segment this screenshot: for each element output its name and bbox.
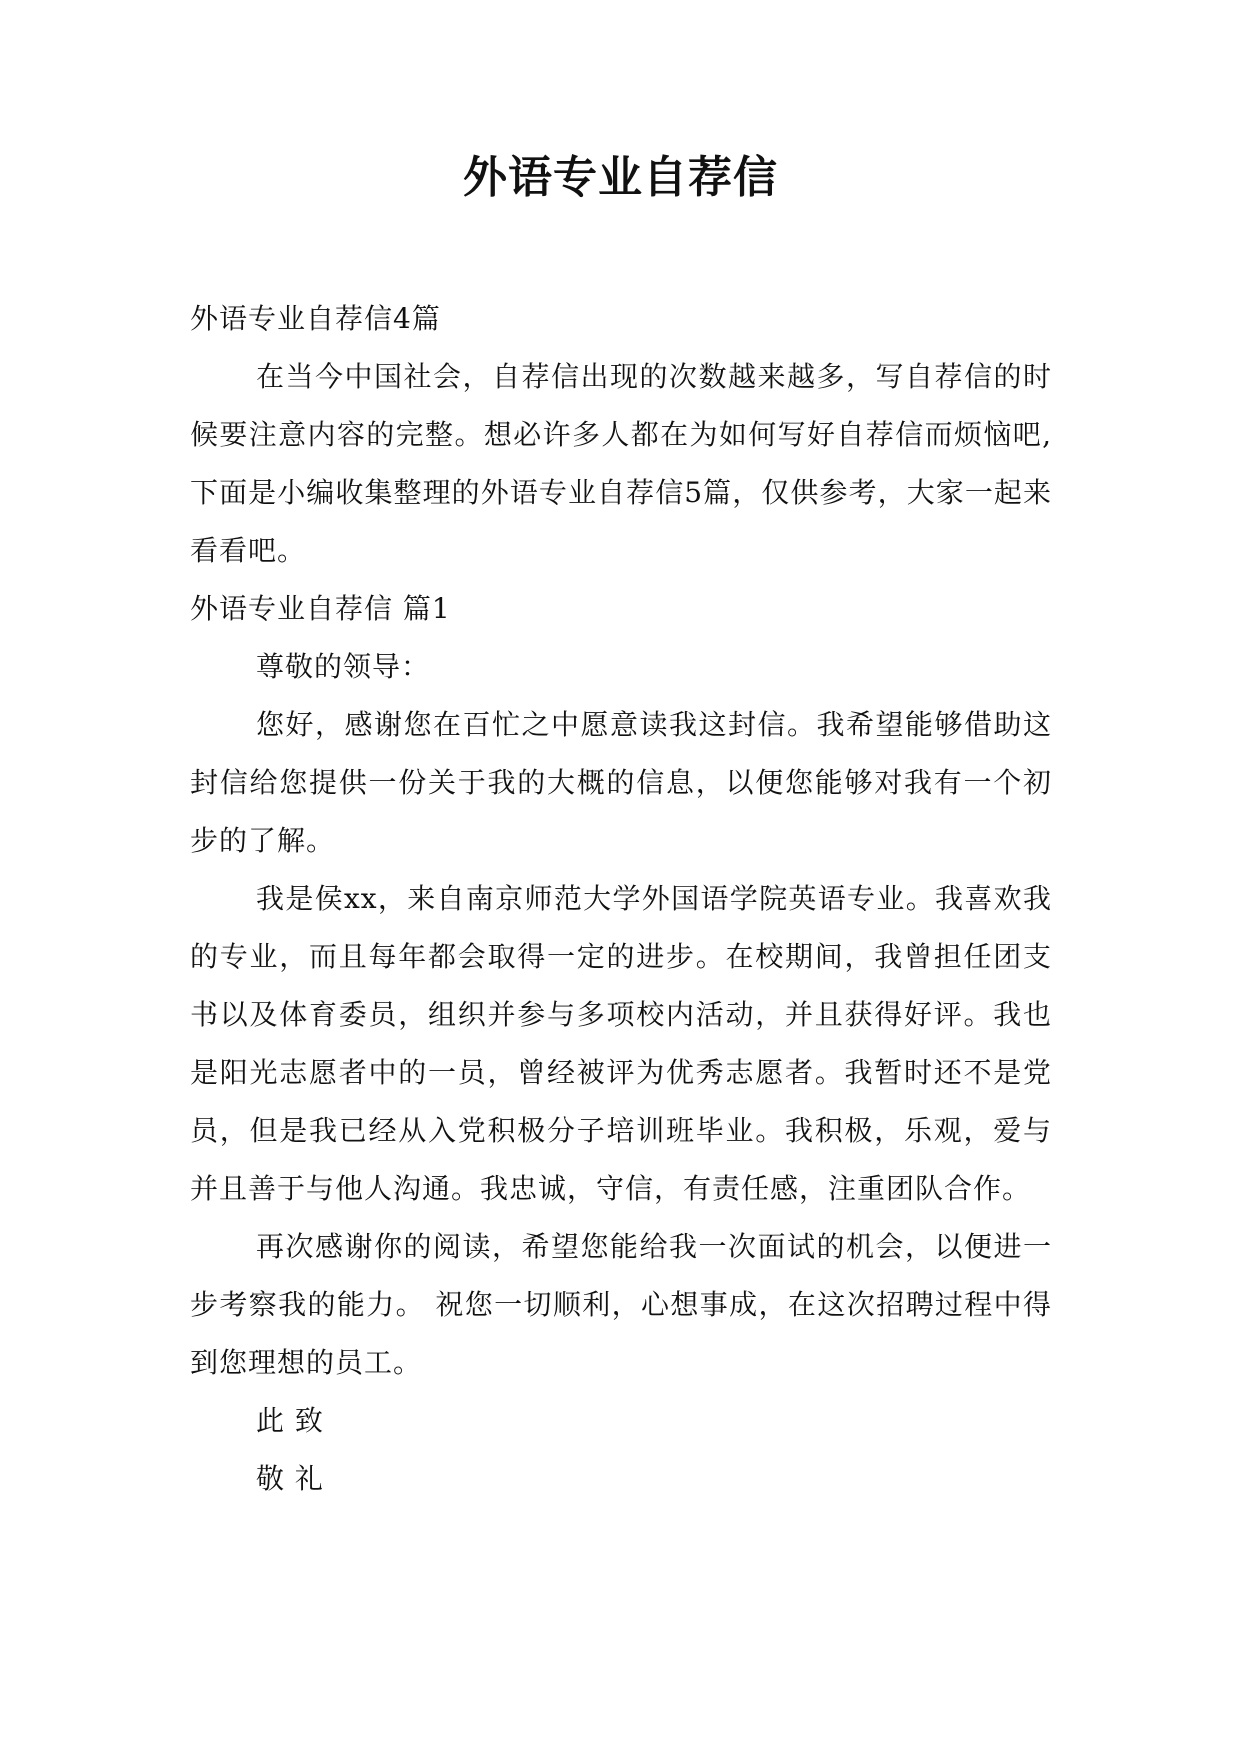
intro-paragraph: 在当今中国社会，自荐信出现的次数越来越多，写自荐信的时候要注意内容的完整。想必许多人都在为如何写好自荐信而烦恼吧,下面是小编收集整理的外语专业自荐信5篇，仅供参考，大家一起来看看吧。: [190, 360, 1052, 567]
body-paragraph: 我是侯xx，来自南京师范大学外国语学院英语专业。我喜欢我的专业，而且每年都会取得一定的进步。在校期间，我曾担任团支书以及体育委员，组织并参与多项校内活动，并且获得好评。我也是阳光志愿者中的一员，曾经被评为优秀志愿者。我暂时还不是党员，但是我已经从入党积极分子培训班毕业。我积极，乐观，爱与并且善于与他人沟通。我忠诚，守信，有责任感，注重团队合作。: [190, 882, 1052, 1205]
closing-line: 此 致: [256, 1404, 324, 1437]
document-body: [190, 290, 1052, 1508]
subtitle-line: 外语专业自荐信4篇: [190, 302, 441, 335]
closing-line: 敬 礼: [256, 1462, 324, 1495]
body-paragraph: 再次感谢你的阅读，希望您能给我一次面试的机会，以便进一步考察我的能力。 祝您一切顺利，心想事成，在这次招聘过程中得到您理想的员工。: [190, 1230, 1052, 1379]
salutation: 尊敬的领导：: [256, 650, 431, 683]
document-title: 外语专业自荐信: [463, 152, 778, 203]
section-heading: 外语专业自荐信 篇1: [190, 592, 451, 625]
body-paragraph: 您好，感谢您在百忙之中愿意读我这封信。我希望能够借助这封信给您提供一份关于我的大概的信息，以便您能够对我有一个初步的了解。: [190, 708, 1052, 857]
